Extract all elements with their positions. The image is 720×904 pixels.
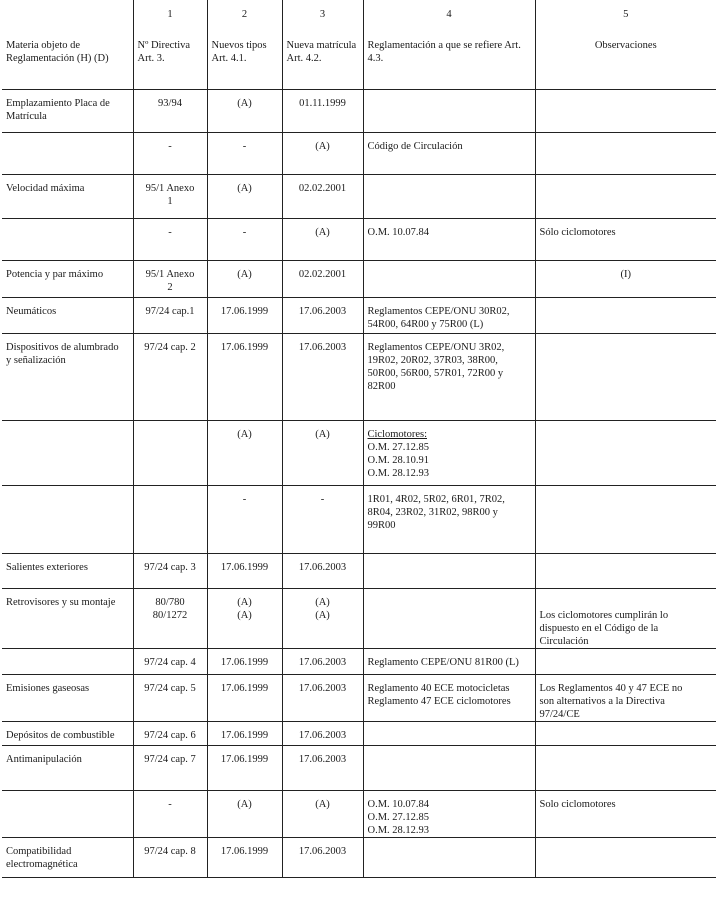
regulation-text: O.M. 27.12.85: [367, 811, 430, 823]
directive-text: 97/24 cap.1: [145, 305, 195, 317]
table-row: [2, 420, 716, 485]
new-types-text: 17.06.1999: [220, 845, 269, 857]
new-registration-cell: [282, 297, 363, 333]
new-registration-text: 17.06.2003: [298, 682, 347, 694]
new-registration-cell: [282, 790, 363, 837]
observations-text: 97/24/CE: [539, 708, 580, 720]
header-subject-line: Materia objeto de: [6, 40, 81, 51]
header-new-registration-line: Art. 4.2.: [286, 53, 322, 64]
regulation-text: 99R00: [367, 519, 396, 531]
new-registration-cell: [282, 89, 363, 132]
new-types-text: -: [242, 493, 247, 505]
column-number: 1: [167, 9, 173, 20]
directive-text: 93/94: [158, 97, 182, 109]
regulation-cell: [363, 174, 535, 218]
subject-cell: [2, 132, 133, 174]
new-registration-text: 17.06.2003: [298, 753, 347, 765]
directive-cell: [133, 588, 207, 648]
directive-text: 1: [167, 195, 173, 207]
new-types-text: (A): [237, 268, 252, 280]
regulation-text: O.M. 28.10.91: [367, 454, 430, 466]
new-types-cell: [207, 648, 282, 674]
regulation-text: 8R04, 23R02, 31R02, 98R00 y: [367, 506, 498, 518]
directive-cell: [133, 674, 207, 721]
new-registration-cell: [282, 721, 363, 745]
regulation-text: O.M. 10.07.84: [367, 798, 430, 810]
subject-cell: [2, 89, 133, 132]
subject-text: Depósitos de combustible: [6, 729, 115, 741]
regulation-text: 50R00, 56R00, 57R01, 72R00 y: [367, 367, 504, 379]
new-registration-text: 17.06.2003: [298, 305, 347, 317]
directive-text: 95/1 Anexo: [145, 182, 195, 194]
directive-text: 97/24 cap. 4: [144, 656, 196, 668]
new-registration-cell: [282, 588, 363, 648]
new-types-text: 17.06.1999: [220, 561, 269, 573]
regulation-cell: [363, 260, 535, 297]
table-row: [2, 553, 716, 588]
new-registration-cell: [282, 420, 363, 485]
directive-cell: [133, 485, 207, 553]
observations-text: son alternativos a la Directiva: [539, 695, 665, 707]
new-types-text: (A): [237, 798, 252, 810]
new-types-cell: [207, 721, 282, 745]
new-registration-text: (A): [315, 226, 330, 238]
subject-cell: [2, 485, 133, 553]
directive-cell: [133, 648, 207, 674]
observations-text: Los Reglamentos 40 y 47 ECE no: [539, 682, 683, 694]
new-types-cell: [207, 588, 282, 648]
table-row: [2, 297, 716, 333]
regulation-text: 19R02, 20R02, 37R03, 38R00,: [367, 354, 498, 366]
regulation-cell: [363, 790, 535, 837]
observations-cell: [535, 333, 716, 420]
regulation-text: Reglamentos CEPE/ONU 3R02,: [367, 341, 505, 353]
directive-cell: [133, 260, 207, 297]
regulation-cell: [363, 297, 535, 333]
new-registration-cell: [282, 132, 363, 174]
new-types-text: (A): [237, 596, 252, 608]
header-new-types: [207, 0, 282, 89]
column-number: 3: [319, 9, 326, 20]
directive-text: 95/1 Anexo: [145, 268, 195, 280]
header-new-types-line: Nuevos tipos: [211, 40, 267, 51]
new-registration-cell: [282, 174, 363, 218]
new-registration-cell: [282, 674, 363, 721]
directive-cell: [133, 837, 207, 877]
subject-cell: [2, 837, 133, 877]
regulation-subtitle: Ciclomotores:: [367, 428, 427, 440]
directive-cell: [133, 89, 207, 132]
directive-cell: [133, 420, 207, 485]
regulation-cell: [363, 333, 535, 420]
new-registration-text: 01.11.1999: [299, 97, 346, 109]
directive-text: -: [168, 140, 172, 152]
header-subject-line: Reglamentación (H) (D): [6, 53, 109, 64]
new-types-text: 17.06.1999: [220, 753, 269, 765]
regulation-cell: [363, 132, 535, 174]
regulation-cell: [363, 485, 535, 553]
column-number: 5: [623, 9, 629, 20]
header-directive: [133, 0, 207, 89]
subject-cell: [2, 588, 133, 648]
subject-text: electromagnética: [6, 858, 78, 870]
subject-cell: [2, 674, 133, 721]
subject-text: Velocidad máxima: [6, 182, 85, 194]
new-types-cell: [207, 745, 282, 790]
directive-cell: [133, 721, 207, 745]
regulation-cell: [363, 420, 535, 485]
new-registration-cell: [282, 485, 363, 553]
observations-text: (I): [620, 268, 631, 280]
table-row: [2, 174, 716, 218]
directive-text: 97/24 cap. 8: [144, 845, 196, 857]
directive-cell: [133, 790, 207, 837]
new-types-cell: [207, 790, 282, 837]
observations-text: Los ciclomotores cumplirán lo: [539, 609, 669, 621]
new-types-cell: [207, 420, 282, 485]
subject-text: Retrovisores y su montaje: [6, 596, 116, 608]
observations-cell: [535, 721, 716, 745]
observations-cell: [535, 89, 716, 132]
new-types-text: 17.06.1999: [220, 656, 269, 668]
directive-text: -: [168, 798, 172, 810]
new-registration-text: 02.02.2001: [298, 268, 347, 280]
new-types-cell: [207, 333, 282, 420]
subject-cell: [2, 553, 133, 588]
new-types-text: 17.06.1999: [220, 341, 269, 353]
table-row: [2, 132, 716, 174]
header-subject: [2, 0, 133, 89]
directive-text: -: [168, 226, 172, 238]
new-types-text: (A): [237, 182, 252, 194]
header-directive-line: Art. 3.: [137, 53, 165, 64]
table-body: [2, 89, 716, 877]
new-types-cell: [207, 553, 282, 588]
directive-cell: [133, 132, 207, 174]
regulation-table: [2, 0, 716, 878]
new-types-cell: [207, 218, 282, 260]
table-row: [2, 588, 716, 648]
subject-cell: [2, 790, 133, 837]
observations-cell: [535, 420, 716, 485]
new-types-text: (A): [237, 428, 252, 440]
regulation-text: Reglamentos CEPE/ONU 30R02,: [367, 305, 510, 317]
table-row: [2, 790, 716, 837]
directive-text: 97/24 cap. 2: [144, 341, 196, 353]
new-types-text: -: [242, 140, 247, 152]
new-types-cell: [207, 260, 282, 297]
new-types-text: (A): [237, 97, 252, 109]
observations-cell: [535, 588, 716, 648]
directive-text: 97/24 cap. 6: [144, 729, 196, 741]
table-row: [2, 648, 716, 674]
new-registration-text: (A): [315, 428, 330, 440]
regulation-text: 82R00: [367, 380, 396, 392]
new-types-text: 17.06.1999: [220, 305, 269, 317]
subject-text: Emisiones gaseosas: [6, 682, 90, 694]
new-types-cell: [207, 297, 282, 333]
table-row: [2, 674, 716, 721]
observations-cell: [535, 132, 716, 174]
subject-cell: [2, 333, 133, 420]
regulation-cell: [363, 674, 535, 721]
directive-text: 97/24 cap. 7: [144, 753, 196, 765]
observations-cell: [535, 553, 716, 588]
regulation-text: O.M. 28.12.93: [367, 467, 430, 479]
new-registration-text: (A): [315, 596, 330, 608]
new-types-text: (A): [237, 609, 252, 621]
table-row: [2, 485, 716, 553]
new-registration-text: 17.06.2003: [298, 729, 347, 741]
new-registration-cell: [282, 648, 363, 674]
new-registration-text: 17.06.2003: [298, 656, 347, 668]
subject-cell: [2, 721, 133, 745]
observations-text: Sólo ciclomotores: [539, 226, 616, 238]
regulation-document: [2, 0, 716, 878]
regulation-cell: [363, 89, 535, 132]
subject-text: Neumáticos: [6, 305, 57, 317]
header-new-registration: [282, 0, 363, 89]
header-observations-line: Observaciones: [594, 40, 657, 51]
regulation-cell: [363, 721, 535, 745]
header-regulation-line: 4.3.: [367, 53, 384, 64]
observations-text: Circulación: [539, 635, 589, 647]
table-row: [2, 218, 716, 260]
new-types-cell: [207, 674, 282, 721]
header-observations: [535, 0, 716, 89]
new-registration-text: (A): [315, 609, 330, 621]
column-number: 2: [241, 9, 248, 20]
new-registration-cell: [282, 260, 363, 297]
directive-cell: [133, 333, 207, 420]
observations-cell: [535, 174, 716, 218]
subject-cell: [2, 745, 133, 790]
new-types-cell: [207, 485, 282, 553]
directive-text: 80/780: [155, 596, 185, 608]
table-row: [2, 89, 716, 132]
observations-cell: [535, 260, 716, 297]
table-row: [2, 260, 716, 297]
regulation-text: 54R00, 64R00 y 75R00 (L): [367, 318, 484, 330]
new-registration-text: (A): [315, 140, 330, 152]
new-types-text: -: [242, 226, 247, 238]
regulation-text: O.M. 10.07.84: [367, 226, 430, 238]
regulation-text: O.M. 28.12.93: [367, 824, 430, 836]
directive-cell: [133, 553, 207, 588]
directive-text: 97/24 cap. 3: [144, 561, 196, 573]
regulation-text: Reglamento 40 ECE motocicletas: [367, 682, 510, 694]
observations-cell: [535, 745, 716, 790]
header-regulation-line: Reglamentación a que se refiere Art.: [367, 40, 521, 51]
subject-text: Matrícula: [6, 110, 47, 122]
subject-text: Potencia y par máximo: [6, 268, 104, 280]
regulation-cell: [363, 588, 535, 648]
observations-cell: [535, 648, 716, 674]
new-registration-text: 17.06.2003: [298, 561, 347, 573]
new-types-cell: [207, 89, 282, 132]
header-new-registration-line: Nueva matrícula: [286, 40, 357, 51]
table-row: [2, 333, 716, 420]
new-types-cell: [207, 837, 282, 877]
subject-text: Antimanipulación: [6, 753, 82, 765]
observations-cell: [535, 837, 716, 877]
regulation-cell: [363, 745, 535, 790]
subject-text: y señalización: [6, 354, 66, 366]
new-registration-cell: [282, 837, 363, 877]
regulation-text: Reglamento CEPE/ONU 81R00 (L): [367, 656, 519, 668]
regulation-cell: [363, 648, 535, 674]
new-registration-cell: [282, 553, 363, 588]
subject-cell: [2, 174, 133, 218]
regulation-text: Código de Circulación: [367, 140, 463, 152]
subject-cell: [2, 648, 133, 674]
regulation-text: O.M. 27.12.85: [367, 441, 430, 453]
regulation-text: Reglamento 47 ECE ciclomotores: [367, 695, 511, 707]
observations-text: dispuesto en el Código de la: [539, 622, 659, 634]
subject-text: Dispositivos de alumbrado: [6, 341, 119, 353]
observations-cell: [535, 674, 716, 721]
subject-text: Emplazamiento Placa de: [6, 97, 110, 109]
header-regulation: [363, 0, 535, 89]
regulation-cell: [363, 553, 535, 588]
new-types-text: 17.06.1999: [220, 729, 269, 741]
new-types-text: 17.06.1999: [220, 682, 269, 694]
table-row: [2, 721, 716, 745]
new-registration-text: 17.06.2003: [298, 341, 347, 353]
observations-cell: [535, 297, 716, 333]
directive-text: 80/1272: [152, 609, 188, 621]
observations-cell: [535, 485, 716, 553]
observations-cell: [535, 790, 716, 837]
regulation-text: 1R01, 4R02, 5R02, 6R01, 7R02,: [367, 493, 505, 505]
new-types-cell: [207, 174, 282, 218]
new-registration-cell: [282, 218, 363, 260]
new-registration-cell: [282, 333, 363, 420]
regulation-cell: [363, 218, 535, 260]
subject-cell: [2, 260, 133, 297]
directive-text: 2: [167, 281, 173, 293]
header-new-types-line: Art. 4.1.: [211, 53, 247, 64]
subject-cell: [2, 420, 133, 485]
subject-text: Compatibilidad: [6, 845, 72, 857]
new-types-cell: [207, 132, 282, 174]
observations-cell: [535, 218, 716, 260]
new-registration-cell: [282, 745, 363, 790]
new-registration-text: 02.02.2001: [298, 182, 347, 194]
directive-cell: [133, 218, 207, 260]
table-row: [2, 837, 716, 877]
new-registration-text: -: [320, 493, 325, 505]
regulation-cell: [363, 837, 535, 877]
directive-cell: [133, 174, 207, 218]
subject-text: Salientes exteriores: [6, 561, 88, 573]
observations-text: Solo ciclomotores: [539, 798, 616, 810]
new-registration-text: 17.06.2003: [298, 845, 347, 857]
table-row: [2, 745, 716, 790]
directive-cell: [133, 297, 207, 333]
header-directive-line: Nº Directiva: [137, 40, 191, 51]
new-registration-text: (A): [315, 798, 330, 810]
header-row: [2, 0, 716, 89]
subject-cell: [2, 297, 133, 333]
subject-cell: [2, 218, 133, 260]
directive-cell: [133, 745, 207, 790]
column-number: 4: [446, 9, 452, 20]
directive-text: 97/24 cap. 5: [144, 682, 196, 694]
